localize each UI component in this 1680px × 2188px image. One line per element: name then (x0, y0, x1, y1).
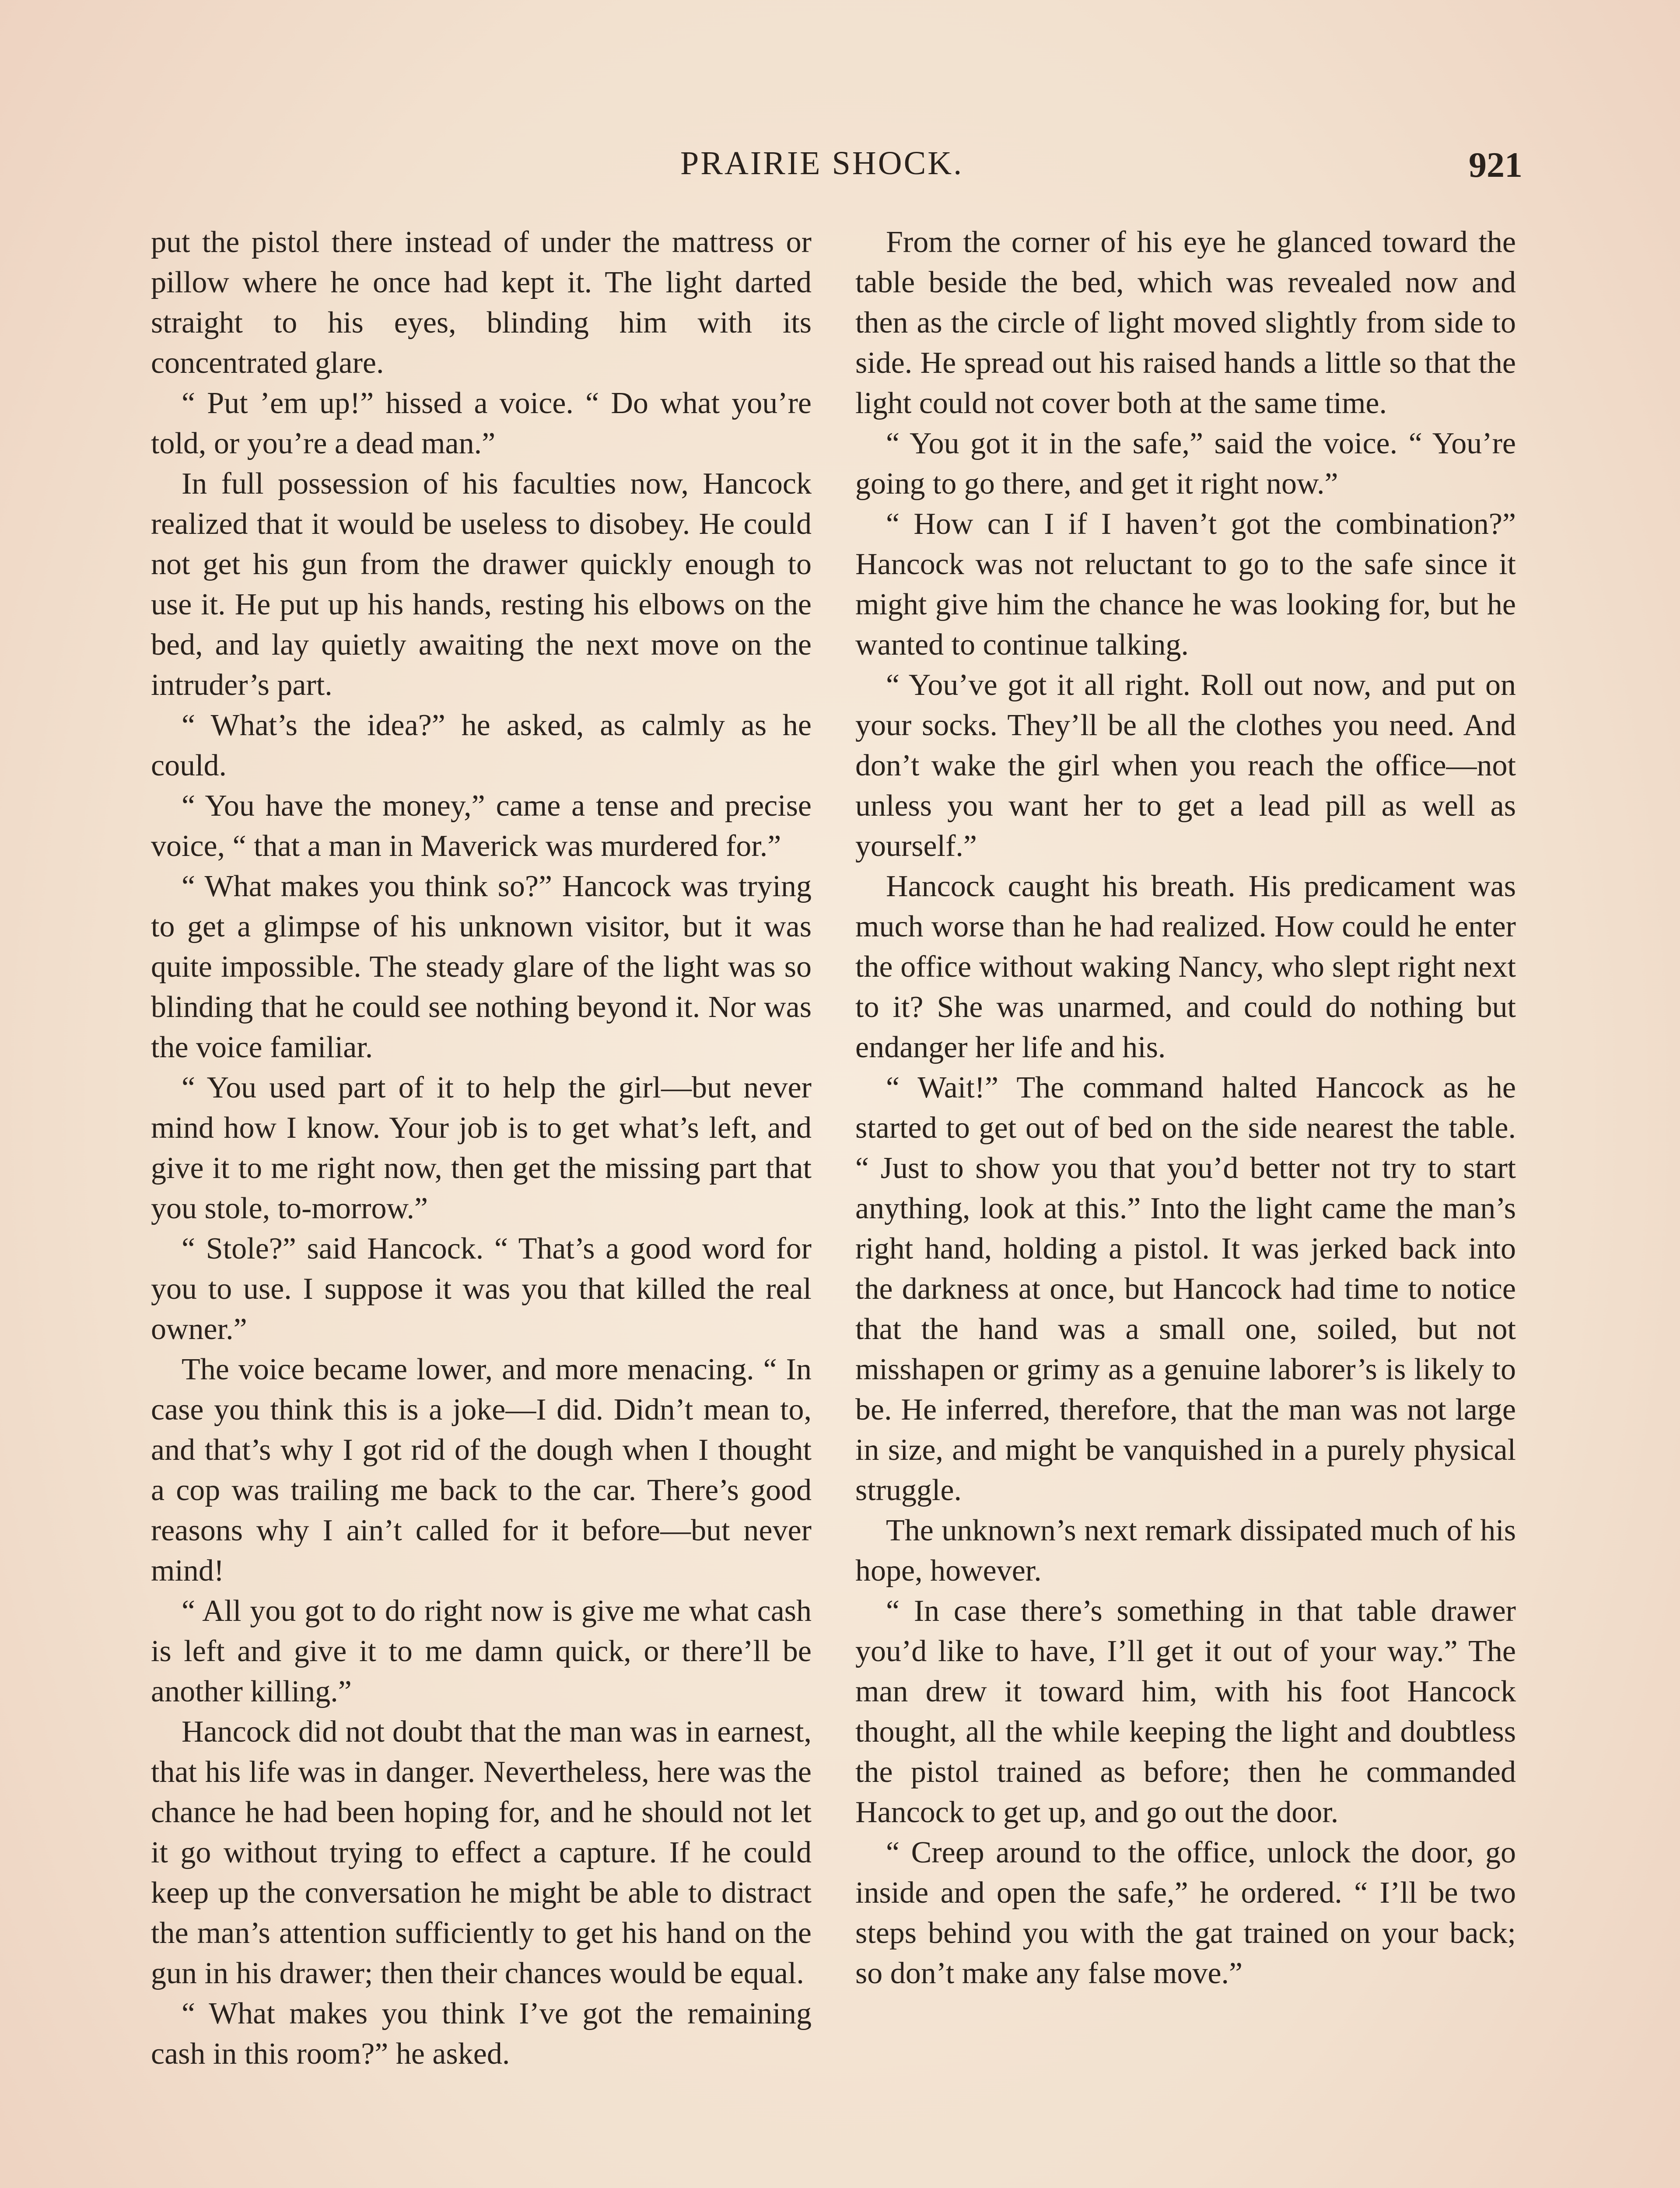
paragraph: “ Creep around to the office, unlock the door, go inside and open the safe,” he ordered. “ I’ll be two steps behind you with the gat trained on your back; so don’t make any false move.” (855, 1836, 1516, 1990)
paragraph: put the pistol there instead of under the mattress or pillow where he once had kept it. The light darted straight to his eyes, blinding him with its concentrated glare. (151, 225, 812, 380)
paragraph: “ Wait!” The command halted Hancock as he started to get out of bed on the side nearest the table. “ Just to show you that you’d better not try to start anything, look at this.” Into the light came the man’s right hand, holding a pistol. It was jerked back into the darkness at once, but Hancock had time to notice that the hand was a small one, soiled, but not misshapen or grimy as a genuine laborer’s is likely to be. He inferred, therefore, that the man was not large in size, and might be vanquished in a purely physical struggle. (855, 1071, 1516, 1507)
paragraph: The unknown’s next remark dissipated much of his hope, however. (855, 1514, 1516, 1588)
paragraph: “ You have the money,” came a tense and precise voice, “ that a man in Maverick was murdered for.” (151, 789, 812, 863)
paragraph: “ Stole?” said Hancock. “ That’s a good word for you to use. I suppose it was you that killed the real owner.” (151, 1232, 812, 1346)
paragraph: “ You used part of it to help the girl—but never mind how I know. Your job is to get what’s left, and give it to me right now, then get the missing part that you stole, to-morrow.” (151, 1071, 812, 1225)
paragraph: In full possession of his faculties now, Hancock realized that it would be useless to disobey. He could not get his gun from the drawer quickly enough to use it. He put up his hands, resting his elbows on the bed, and lay quietly awaiting the next move on the intruder’s part. (151, 467, 812, 702)
paragraph: “ In case there’s something in that table drawer you’d like to have, I’ll get it out of your way.” The man drew it toward him, with his foot Hancock thought, all the while keeping the light and doubtless the pistol trained as before; then he commanded Hancock to get up, and go out the door. (855, 1594, 1516, 1829)
paragraph: Hancock caught his breath. His predicament was much worse than he had realized. How could he enter the office without waking Nancy, who slept right next to it? She was unarmed, and could do nothing but endanger her life and his. (855, 870, 1516, 1064)
page-number: 921 (1469, 145, 1522, 185)
paragraph: “ What makes you think I’ve got the remaining cash in this room?” he asked. (151, 1997, 812, 2071)
paragraph: “ How can I if I haven’t got the combination?” Hancock was not reluctant to go to the safe since it might give him the chance he was looking for, but he wanted to continue talking. (855, 507, 1516, 662)
paragraph: “ All you got to do right now is give me what cash is left and give it to me damn quick, or there’ll be another killing.” (151, 1594, 812, 1708)
paragraph: The voice became lower, and more menacing. “ In case you think this is a joke—I did. Didn’t mean to, and that’s why I got rid of the dough when I thought a cop was trailing me back to the car. There’s good reasons why I ain’t called for it before—but never mind! (151, 1353, 812, 1588)
left-text-column (151, 222, 812, 2188)
paragraph: Hancock did not doubt that the man was in earnest, that his life was in danger. Nevertheless, here was the chance he had been hoping for, and he should not let it go without trying to effect a capture. If he could keep up the conversation he might be able to distract the man’s attention sufficiently to get his hand on the gun in his drawer; then their chances would be equal. (151, 1715, 812, 1990)
paragraph: “ Put ’em up!” hissed a voice. “ Do what you’re told, or you’re a dead man.” (151, 386, 812, 460)
running-title: PRAIRIE SHOCK. (680, 145, 964, 182)
paragraph: From the corner of his eye he glanced toward the table beside the bed, which was revealed now and then as the circle of light moved slightly from side to side. He spread out his raised hands a little so that the light could not cover both at the same time. (855, 225, 1516, 420)
right-text-column (855, 222, 1516, 2188)
page-header (149, 144, 1522, 193)
paragraph: “ What makes you think so?” Hancock was trying to get a glimpse of his unknown visitor, but it was quite impossible. The steady glare of the light was so blinding that he could see nothing beyond it. Nor was the voice familiar. (151, 870, 812, 1064)
paragraph: “ You got it in the safe,” said the voice. “ You’re going to go there, and get it right now.” (855, 427, 1516, 501)
paragraph: “ You’ve got it all right. Roll out now, and put on your socks. They’ll be all the clothes you need. And don’t wake the girl when you reach the office—not unless you want her to get a lead pill as well as yourself.” (855, 668, 1516, 863)
paragraph: “ What’s the idea?” he asked, as calmly as he could. (151, 708, 812, 782)
